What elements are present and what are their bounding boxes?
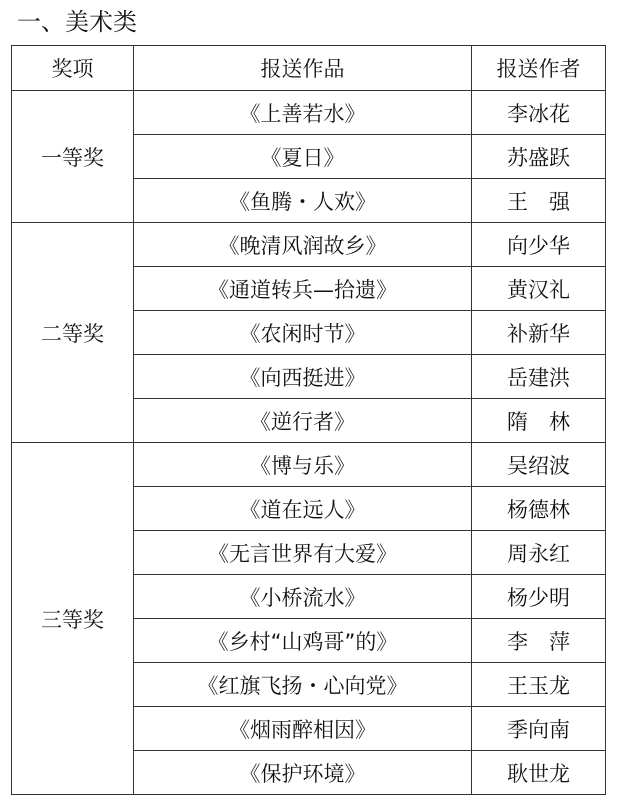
author-cell: 苏盛跃 [472, 135, 606, 179]
author-cell: 隋 林 [472, 399, 606, 443]
award-level-cell: 三等奖 [12, 443, 134, 795]
work-title-cell: 《上善若水》 [134, 91, 472, 135]
work-title-cell: 《烟雨醉相因》 [134, 707, 472, 751]
work-title-cell: 《保护环境》 [134, 751, 472, 795]
author-cell: 杨少明 [472, 575, 606, 619]
author-cell: 向少华 [472, 223, 606, 267]
work-title-cell: 《农闲时节》 [134, 311, 472, 355]
work-title-cell: 《向西挺进》 [134, 355, 472, 399]
awards-table [11, 45, 606, 795]
author-cell: 李冰花 [472, 91, 606, 135]
author-cell: 王玉龙 [472, 663, 606, 707]
author-cell: 补新华 [472, 311, 606, 355]
header-work: 报送作品 [134, 46, 472, 91]
work-title-cell: 《逆行者》 [134, 399, 472, 443]
work-title-cell: 《博与乐》 [134, 443, 472, 487]
work-title-cell: 《通道转兵—拾遗》 [134, 267, 472, 311]
table-row [12, 91, 606, 135]
table-header-row [12, 46, 606, 91]
author-cell: 周永红 [472, 531, 606, 575]
header-author: 报送作者 [472, 46, 606, 91]
award-level-cell: 二等奖 [12, 223, 134, 443]
section-title: 一、美术类 [17, 8, 137, 36]
work-title-cell: 《乡村“山鸡哥”的》 [134, 619, 472, 663]
work-title-cell: 《红旗飞扬・心向党》 [134, 663, 472, 707]
author-cell: 耿世龙 [472, 751, 606, 795]
table-row [12, 223, 606, 267]
author-cell: 吴绍波 [472, 443, 606, 487]
work-title-cell: 《道在远人》 [134, 487, 472, 531]
author-cell: 王 强 [472, 179, 606, 223]
work-title-cell: 《晚清风润故乡》 [134, 223, 472, 267]
work-title-cell: 《夏日》 [134, 135, 472, 179]
author-cell: 李 萍 [472, 619, 606, 663]
award-level-cell: 一等奖 [12, 91, 134, 223]
header-award: 奖项 [12, 46, 134, 91]
work-title-cell: 《小桥流水》 [134, 575, 472, 619]
work-title-cell: 《鱼腾・人欢》 [134, 179, 472, 223]
author-cell: 黄汉礼 [472, 267, 606, 311]
author-cell: 季向南 [472, 707, 606, 751]
work-title-cell: 《无言世界有大爱》 [134, 531, 472, 575]
author-cell: 岳建洪 [472, 355, 606, 399]
table-row [12, 443, 606, 487]
author-cell: 杨德林 [472, 487, 606, 531]
